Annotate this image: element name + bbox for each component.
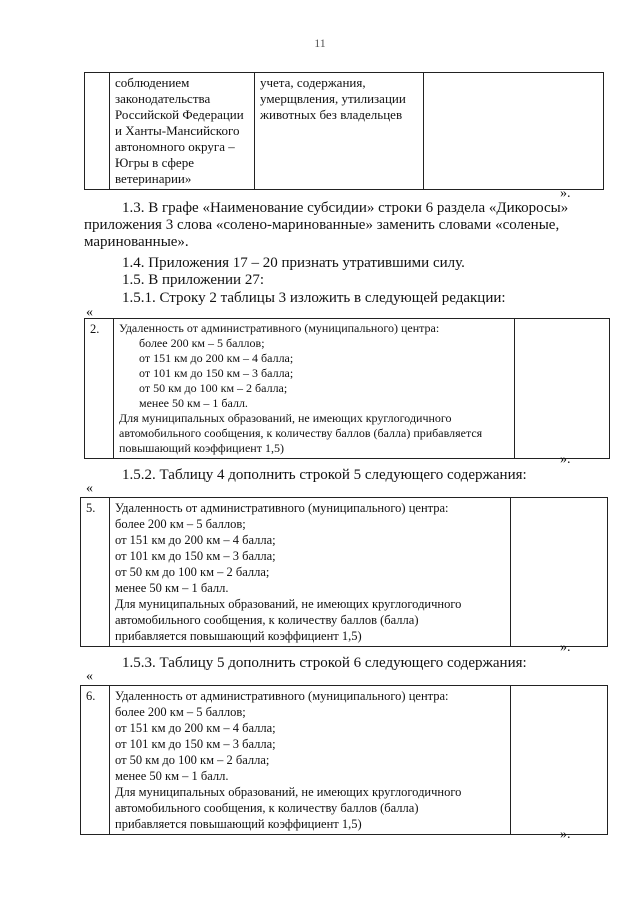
table-row-2: [84, 318, 610, 459]
row-number: 5.: [81, 498, 110, 647]
cell-line: более 200 км – 5 баллов;: [115, 705, 246, 719]
table-cell-empty: [424, 73, 604, 190]
top-table: [84, 72, 604, 190]
cell-line: автомобильного сообщения, к количеству баллов (балла): [115, 613, 419, 627]
cell-line: менее 50 км – 1 балл.: [139, 396, 248, 410]
cell-line: ветеринарии»: [115, 171, 192, 186]
criteria-cell: [114, 319, 515, 459]
cell-line: автомобильного сообщения, к количеству баллов (балла): [115, 801, 419, 815]
cell-line: от 151 км до 200 км – 4 балла;: [115, 721, 276, 735]
table-cell-purpose: [255, 73, 424, 190]
row-number: 6.: [81, 686, 110, 835]
cell-line: Удаленность от административного (муниципального) центра:: [119, 321, 440, 335]
open-quote: «: [86, 669, 93, 684]
cell-line: от 101 км до 150 км – 3 балла;: [115, 549, 276, 563]
table-cell-empty: [85, 73, 110, 190]
cell-line: повышающий коэффициент 1,5): [119, 441, 284, 455]
cell-line: от 151 км до 200 км – 4 балла;: [115, 533, 276, 547]
row-number: 2.: [85, 319, 114, 459]
paragraph-line: 1.3. В графе «Наименование субсидии» строки 6 раздела «Дикоросы»: [122, 200, 569, 216]
cell-line: учета, содержания,: [260, 75, 366, 90]
paragraph-line: маринованные».: [84, 234, 189, 250]
cell-line: Для муниципальных образований, не имеющих круглогодичного: [119, 411, 452, 425]
cell-line: от 50 км до 100 км – 2 балла;: [139, 381, 288, 395]
cell-line: законодательства: [115, 91, 211, 106]
cell-line: Для муниципальных образований, не имеющих круглогодичного: [115, 597, 462, 611]
cell-line: прибавляется повышающий коэффициент 1,5): [115, 817, 362, 831]
page-number: 11: [314, 36, 326, 50]
cell-line: менее 50 км – 1 балл.: [115, 769, 229, 783]
cell-line: автономного округа –: [115, 139, 235, 154]
cell-line: от 50 км до 100 км – 2 балла;: [115, 565, 270, 579]
table-cell-empty: [511, 686, 608, 835]
paragraph-1-5: 1.5. В приложении 27:: [122, 272, 264, 288]
criteria-cell: [110, 498, 511, 647]
cell-line: менее 50 км – 1 балл.: [115, 581, 229, 595]
cell-line: от 50 км до 100 км – 2 балла;: [115, 753, 270, 767]
open-quote: «: [86, 305, 93, 320]
table-cell-subject: [110, 73, 255, 190]
open-quote: «: [86, 481, 93, 496]
table-row-6: [80, 685, 608, 835]
closing-quote: ».: [560, 452, 571, 467]
cell-line: более 200 км – 5 баллов;: [139, 336, 265, 350]
closing-quote: ».: [560, 827, 571, 842]
cell-line: соблюдением: [115, 75, 190, 90]
paragraph-1-3: [84, 200, 614, 251]
paragraph-1-5-3: 1.5.3. Таблицу 5 дополнить строкой 6 следующего содержания:: [122, 655, 527, 671]
cell-line: от 101 км до 150 км – 3 балла;: [115, 737, 276, 751]
criteria-cell: [110, 686, 511, 835]
table-row: [81, 498, 608, 647]
table-row: [81, 686, 608, 835]
table-row: [85, 73, 604, 190]
cell-line: Удаленность от административного (муниципального) центра:: [115, 501, 449, 515]
cell-line: прибавляется повышающий коэффициент 1,5): [115, 629, 362, 643]
paragraph-line: приложения 3 слова «солено-маринованные» заменить словами «соленые,: [84, 217, 560, 233]
table-row: [85, 319, 610, 459]
cell-line: от 151 км до 200 км – 4 балла;: [139, 351, 294, 365]
cell-line: более 200 км – 5 баллов;: [115, 517, 246, 531]
closing-quote: ».: [560, 640, 571, 655]
table-row-5: [80, 497, 608, 647]
table-cell-empty: [511, 498, 608, 647]
cell-line: Удаленность от административного (муниципального) центра:: [115, 689, 449, 703]
cell-line: от 101 км до 150 км – 3 балла;: [139, 366, 294, 380]
cell-line: Для муниципальных образований, не имеющих круглогодичного: [115, 785, 462, 799]
cell-line: Российской Федерации: [115, 107, 244, 122]
cell-line: автомобильного сообщения, к количеству баллов (балла) прибавляется: [119, 426, 483, 440]
paragraph-1-5-2: 1.5.2. Таблицу 4 дополнить строкой 5 следующего содержания:: [122, 467, 527, 483]
paragraph-1-5-1: 1.5.1. Строку 2 таблицы 3 изложить в следующей редакции:: [122, 290, 506, 306]
closing-quote: ».: [560, 186, 571, 201]
cell-line: и Ханты-Мансийского: [115, 123, 240, 138]
table-cell-empty: [515, 319, 610, 459]
cell-line: Югры в сфере: [115, 155, 194, 170]
cell-line: животных без владельцев: [260, 107, 403, 122]
cell-line: умерщвления, утилизации: [260, 91, 406, 106]
paragraph-1-4: 1.4. Приложения 17 – 20 признать утратившими силу.: [122, 255, 465, 271]
